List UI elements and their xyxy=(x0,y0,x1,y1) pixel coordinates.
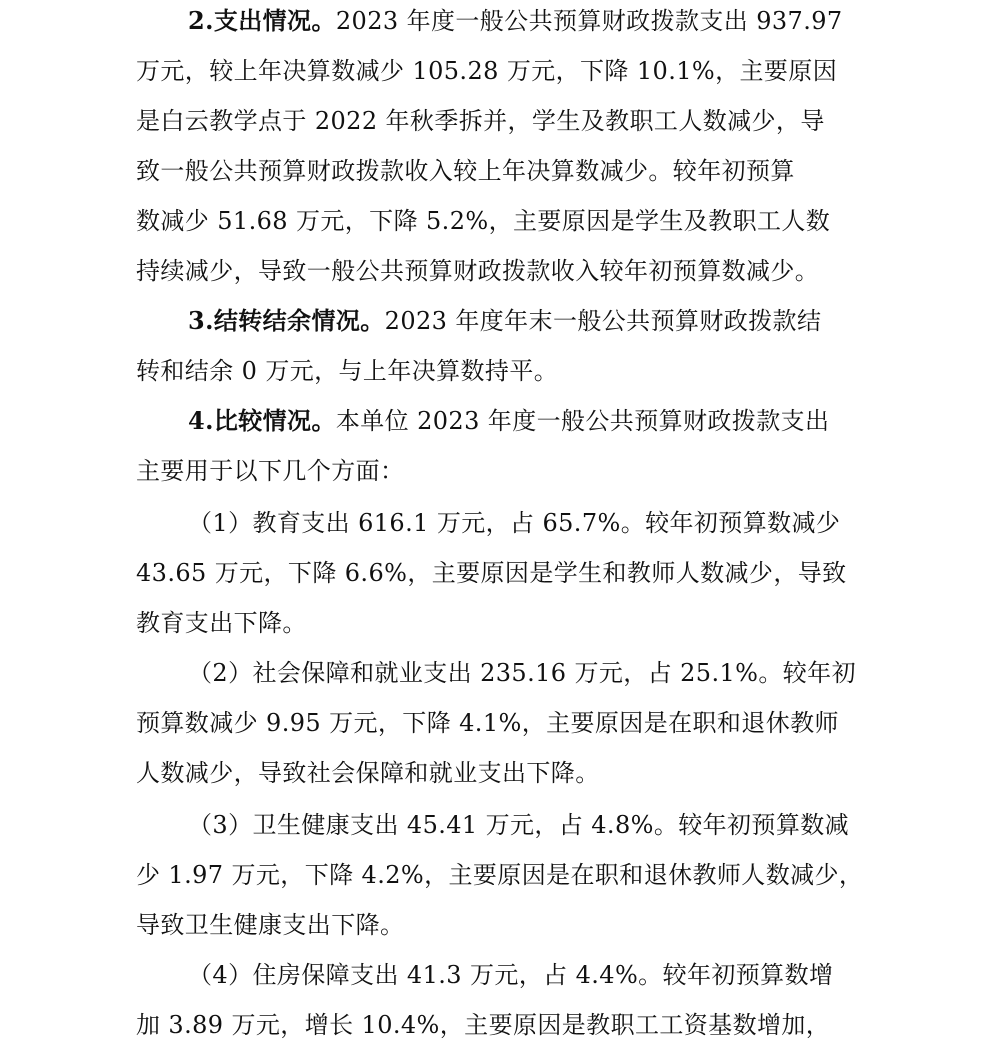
paragraph-4-line-1 xyxy=(188,404,829,438)
item-2-line-2: 预算数减少 9.95 万元，下降 4.1%，主要原因是在职和退休教师 xyxy=(136,709,839,737)
item-3-line-1: （3）卫生健康支出 45.41 万元，占 4.8%。较年初预算数减 xyxy=(188,811,850,839)
paragraph-4-text: 本单位 2023 年度一般公共预算财政拨款支出 xyxy=(335,407,830,435)
paragraph-3-heading: 3.结转结余情况。 xyxy=(188,306,385,335)
paragraph-3-line-1 xyxy=(188,304,821,338)
paragraph-2-line-6: 持续减少，导致一般公共预算财政拨款收入较年初预算数减少。 xyxy=(136,257,820,285)
item-1-line-3: 教育支出下降。 xyxy=(136,609,307,637)
paragraph-2-line-3: 是白云教学点于 2022 年秋季拆并，学生及教职工人数减少，导 xyxy=(136,107,825,135)
paragraph-2-line-1 xyxy=(188,4,843,38)
item-2-line-3: 人数减少，导致社会保障和就业支出下降。 xyxy=(136,759,600,787)
item-2-line-1: （2）社会保障和就业支出 235.16 万元，占 25.1%。较年初 xyxy=(188,659,856,687)
paragraph-2-line-4: 致一般公共预算财政拨款收入较上年决算数减少。较年初预算 xyxy=(136,157,795,185)
paragraph-2-line-2: 万元，较上年决算数减少 105.28 万元，下降 10.1%，主要原因 xyxy=(136,57,838,85)
paragraph-2-line-5: 数减少 51.68 万元，下降 5.2%，主要原因是学生及教职工人数 xyxy=(136,207,831,235)
item-1-line-1: （1）教育支出 616.1 万元，占 65.7%。较年初预算数减少 xyxy=(188,509,841,537)
item-3-line-2: 少 1.97 万元，下降 4.2%，主要原因是在职和退休教师人数减少， xyxy=(136,861,864,889)
item-3-line-3: 导致卫生健康支出下降。 xyxy=(136,911,405,939)
paragraph-2-heading: 2.支出情况。 xyxy=(188,6,336,35)
paragraph-3-line-2: 转和结余 0 万元，与上年决算数持平。 xyxy=(136,357,559,385)
item-4-line-2: 加 3.89 万元，增长 10.4%，主要原因是教职工工资基数增加， xyxy=(136,1011,831,1039)
paragraph-4-line-2: 主要用于以下几个方面： xyxy=(136,457,405,485)
paragraph-3-text: 2023 年度年末一般公共预算财政拨款结 xyxy=(384,307,822,335)
paragraph-2-text: 2023 年度一般公共预算财政拨款支出 937.97 xyxy=(335,7,843,35)
item-1-line-2: 43.65 万元，下降 6.6%，主要原因是学生和教师人数减少，导致 xyxy=(136,559,847,587)
item-4-line-1: （4）住房保障支出 41.3 万元，占 4.4%。较年初预算数增 xyxy=(188,961,834,989)
paragraph-4-heading: 4.比较情况。 xyxy=(188,406,336,435)
